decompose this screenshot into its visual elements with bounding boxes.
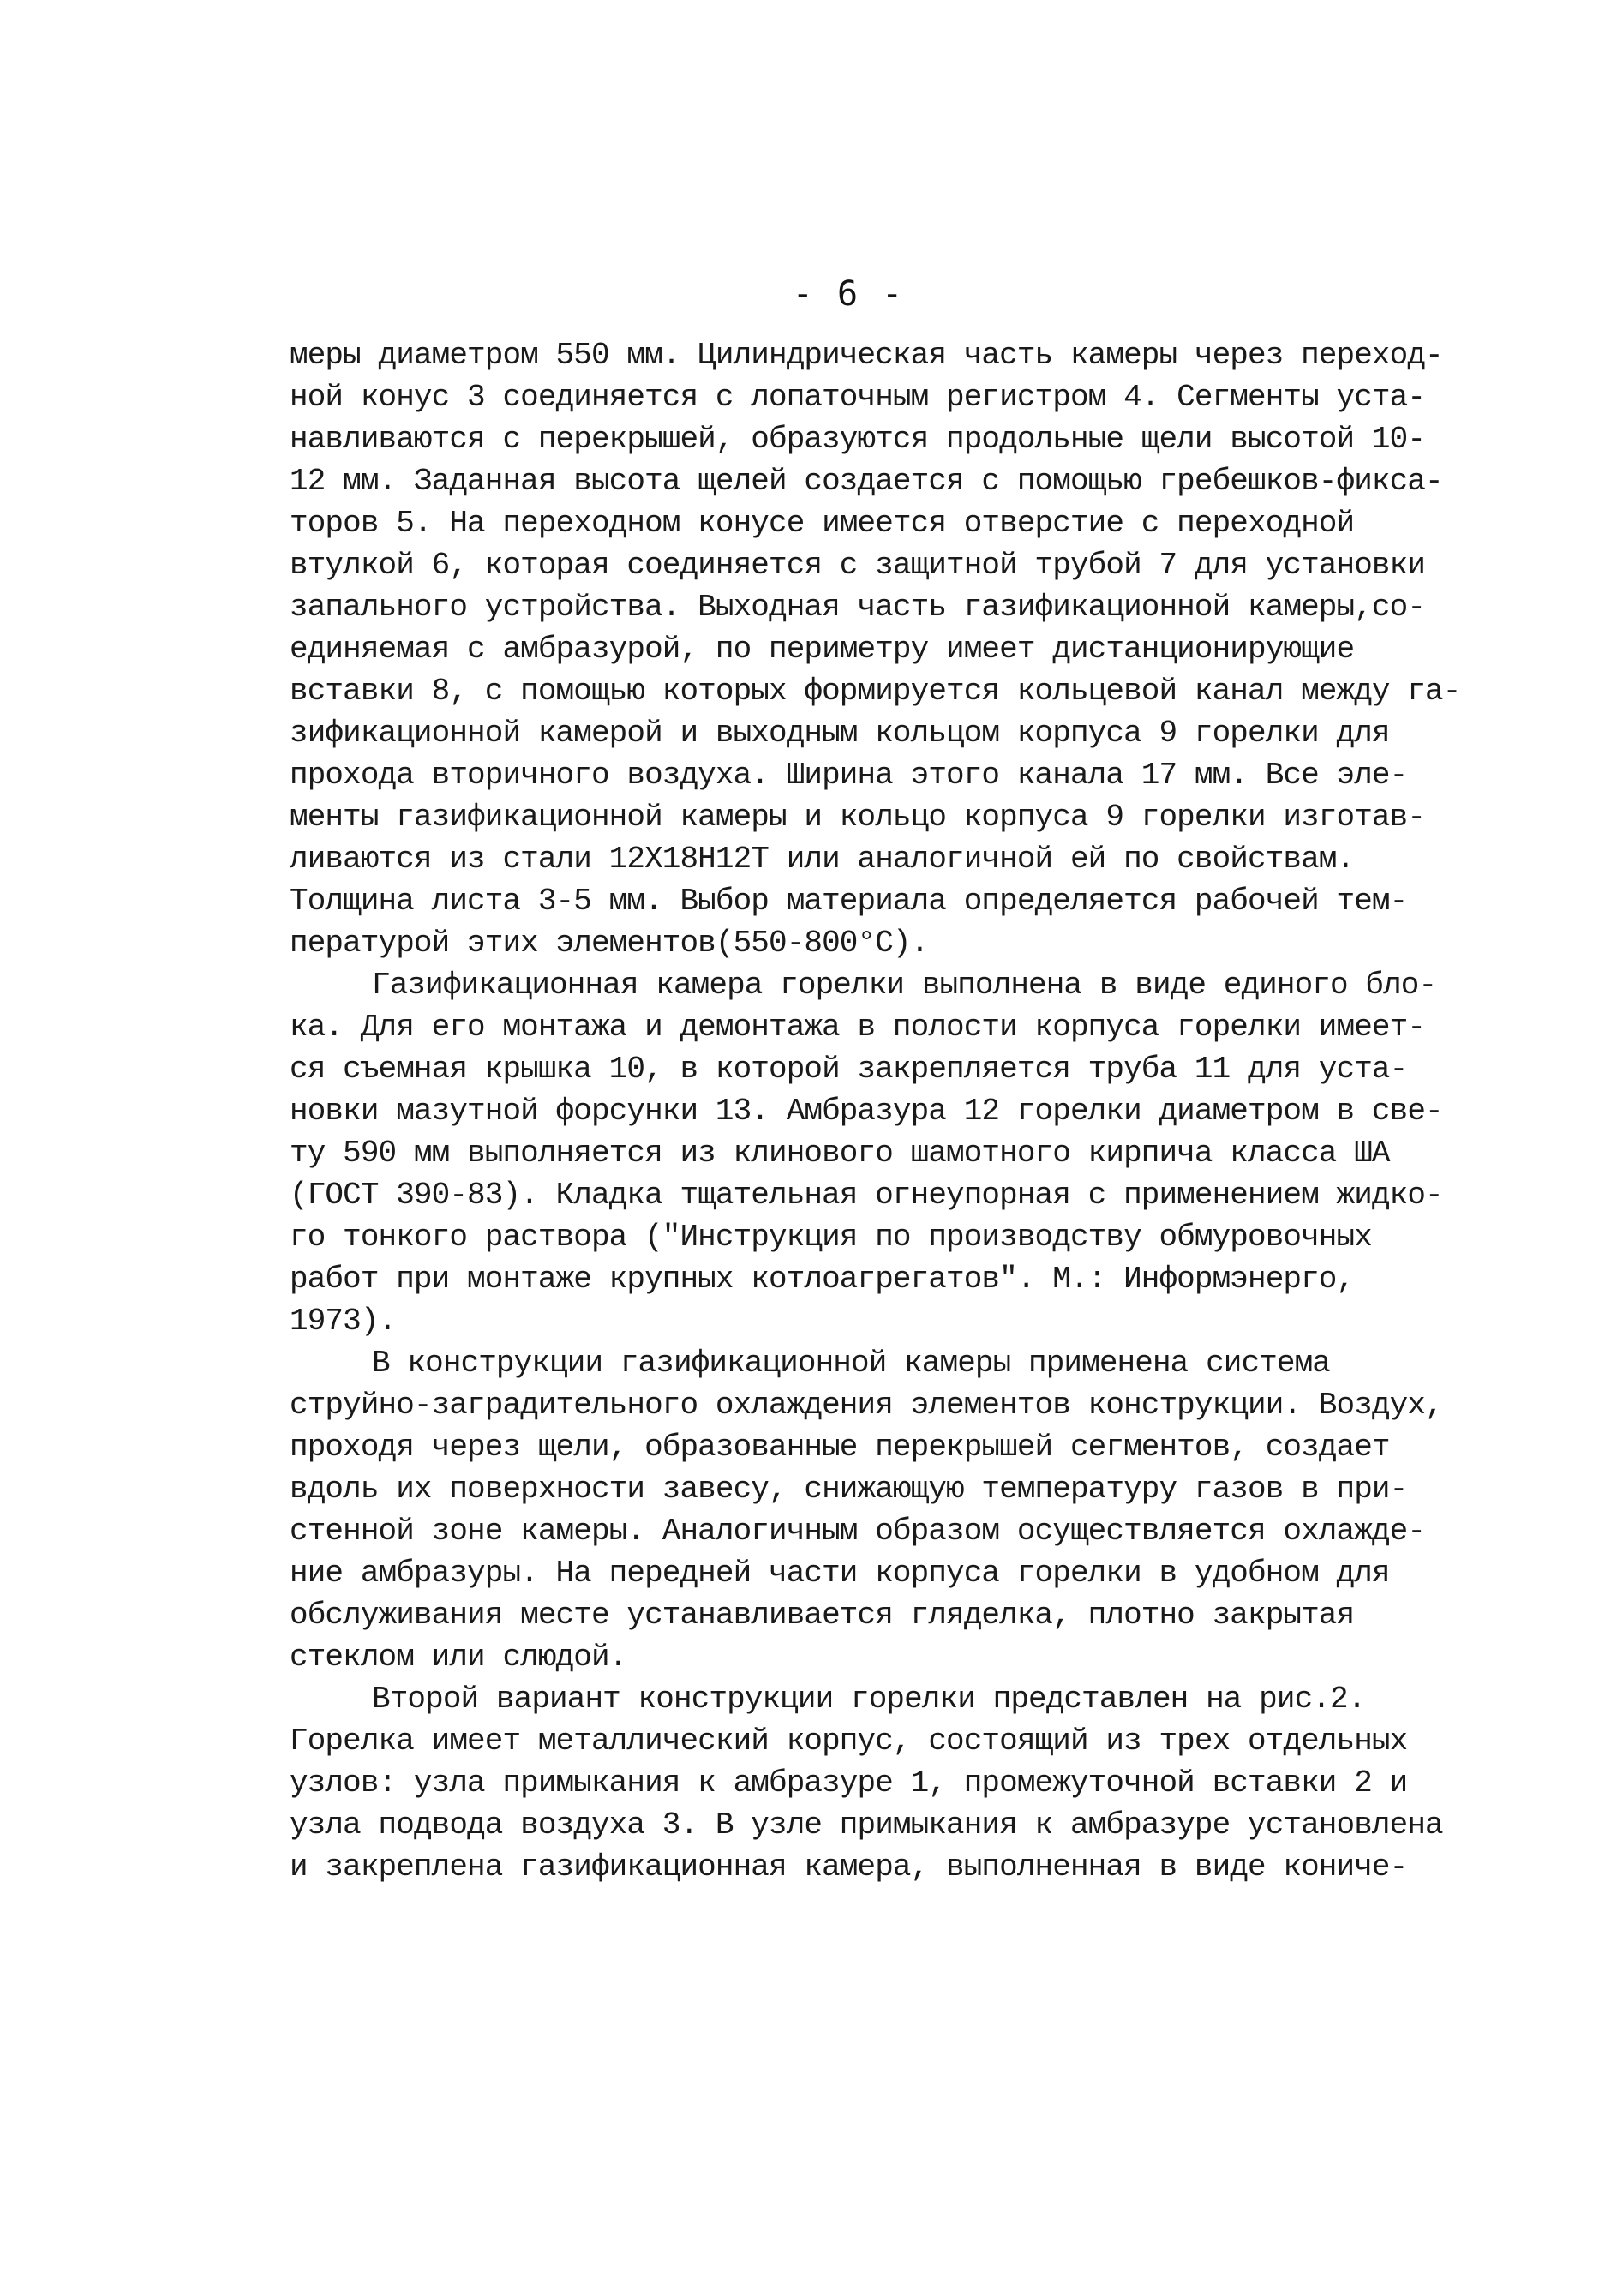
text-line: менты газификационной камеры и кольцо корпуса 9 горелки изготав- bbox=[290, 800, 1426, 835]
text-line: проходя через щели, образованные перекрышей сегментов, создает bbox=[290, 1430, 1390, 1465]
text-line: зификационной камерой и выходным кольцом корпуса 9 горелки для bbox=[290, 716, 1390, 751]
text-line: ние амбразуры. На передней части корпуса горелки в удобном для bbox=[290, 1556, 1390, 1591]
text-line: Второй вариант конструкции горелки представлен на рис.2. bbox=[372, 1682, 1366, 1717]
text-line: прохода вторичного воздуха. Ширина этого канала 17 мм. Все эле- bbox=[290, 758, 1408, 793]
text-line: втулкой 6, которая соединяется с защитной трубой 7 для установки bbox=[290, 548, 1426, 583]
paragraph-3 bbox=[290, 1342, 1464, 1678]
paragraph-1 bbox=[290, 334, 1464, 964]
text-line: узлов: узла примыкания к амбразуре 1, промежуточной вставки 2 и bbox=[290, 1765, 1408, 1801]
text-line: вдоль их поверхности завесу, снижающую температуру газов в при- bbox=[290, 1472, 1408, 1507]
text-line: запального устройства. Выходная часть газификационной камеры,со- bbox=[290, 590, 1426, 625]
text-line: и закреплена газификационная камера, выполненная в виде кониче- bbox=[290, 1849, 1408, 1885]
text-line: ка. Для его монтажа и демонтажа в полости корпуса горелки имеет- bbox=[290, 1010, 1426, 1045]
text-line: Газификационная камера горелки выполнена в виде единого бло- bbox=[372, 968, 1437, 1003]
text-line: пературой этих элементов(550-800°С). bbox=[290, 926, 929, 961]
text-line: 1973). bbox=[290, 1304, 397, 1339]
text-line: Горелка имеет металлический корпус, состоящий из трех отдельных bbox=[290, 1723, 1408, 1759]
text-line: единяемая с амбразурой, по периметру имеет дистанционирующие bbox=[290, 632, 1355, 667]
text-line: 12 мм. Заданная высота щелей создается с помощью гребешков-фикса- bbox=[290, 464, 1443, 499]
text-line: навливаются с перекрышей, образуются продольные щели высотой 10- bbox=[290, 422, 1426, 457]
text-line: Толщина листа 3-5 мм. Выбор материала определяется рабочей тем- bbox=[290, 884, 1408, 919]
text-line: ся съемная крышка 10, в которой закрепляется труба 11 для уста- bbox=[290, 1052, 1408, 1087]
text-line: вставки 8, с помощью которых формируется кольцевой канал между га- bbox=[290, 674, 1461, 709]
page-number: - 6 - bbox=[792, 274, 905, 314]
paragraph-4 bbox=[290, 1678, 1464, 1888]
text-line: новки мазутной форсунки 13. Амбразура 12 горелки диаметром в све- bbox=[290, 1094, 1443, 1129]
text-line: ной конус 3 соединяется с лопаточным регистром 4. Сегменты уста- bbox=[290, 380, 1426, 415]
text-line: торов 5. На переходном конусе имеется отверстие с переходной bbox=[290, 506, 1355, 541]
text-line: узла подвода воздуха 3. В узле примыкания к амбразуре установлена bbox=[290, 1807, 1443, 1843]
text-line: стеклом или слюдой. bbox=[290, 1640, 627, 1675]
text-line: ливаются из стали 12Х18Н12Т или аналогичной ей по свойствам. bbox=[290, 842, 1355, 877]
text-line: го тонкого раствора ("Инструкция по производству обмуровочных bbox=[290, 1220, 1372, 1255]
text-line: (ГОСТ 390-83). Кладка тщательная огнеупорная с применением жидко- bbox=[290, 1178, 1443, 1213]
text-line: работ при монтаже крупных котлоагрегатов". М.: Информэнерго, bbox=[290, 1262, 1355, 1297]
text-line: обслуживания месте устанавливается гляделка, плотно закрытая bbox=[290, 1598, 1355, 1633]
paragraph-2 bbox=[290, 964, 1464, 1342]
text-line: стенной зоне камеры. Аналогичным образом осуществляется охлажде- bbox=[290, 1514, 1426, 1549]
text-line: В конструкции газификационной камеры применена система bbox=[372, 1346, 1330, 1381]
text-line: ту 590 мм выполняется из клинового шамотного кирпича класса ША bbox=[290, 1136, 1390, 1171]
body-text bbox=[290, 334, 1464, 1888]
text-line: меры диаметром 550 мм. Цилиндрическая часть камеры через переход- bbox=[290, 338, 1443, 373]
text-line: струйно-заградительного охлаждения элементов конструкции. Воздух, bbox=[290, 1388, 1443, 1423]
